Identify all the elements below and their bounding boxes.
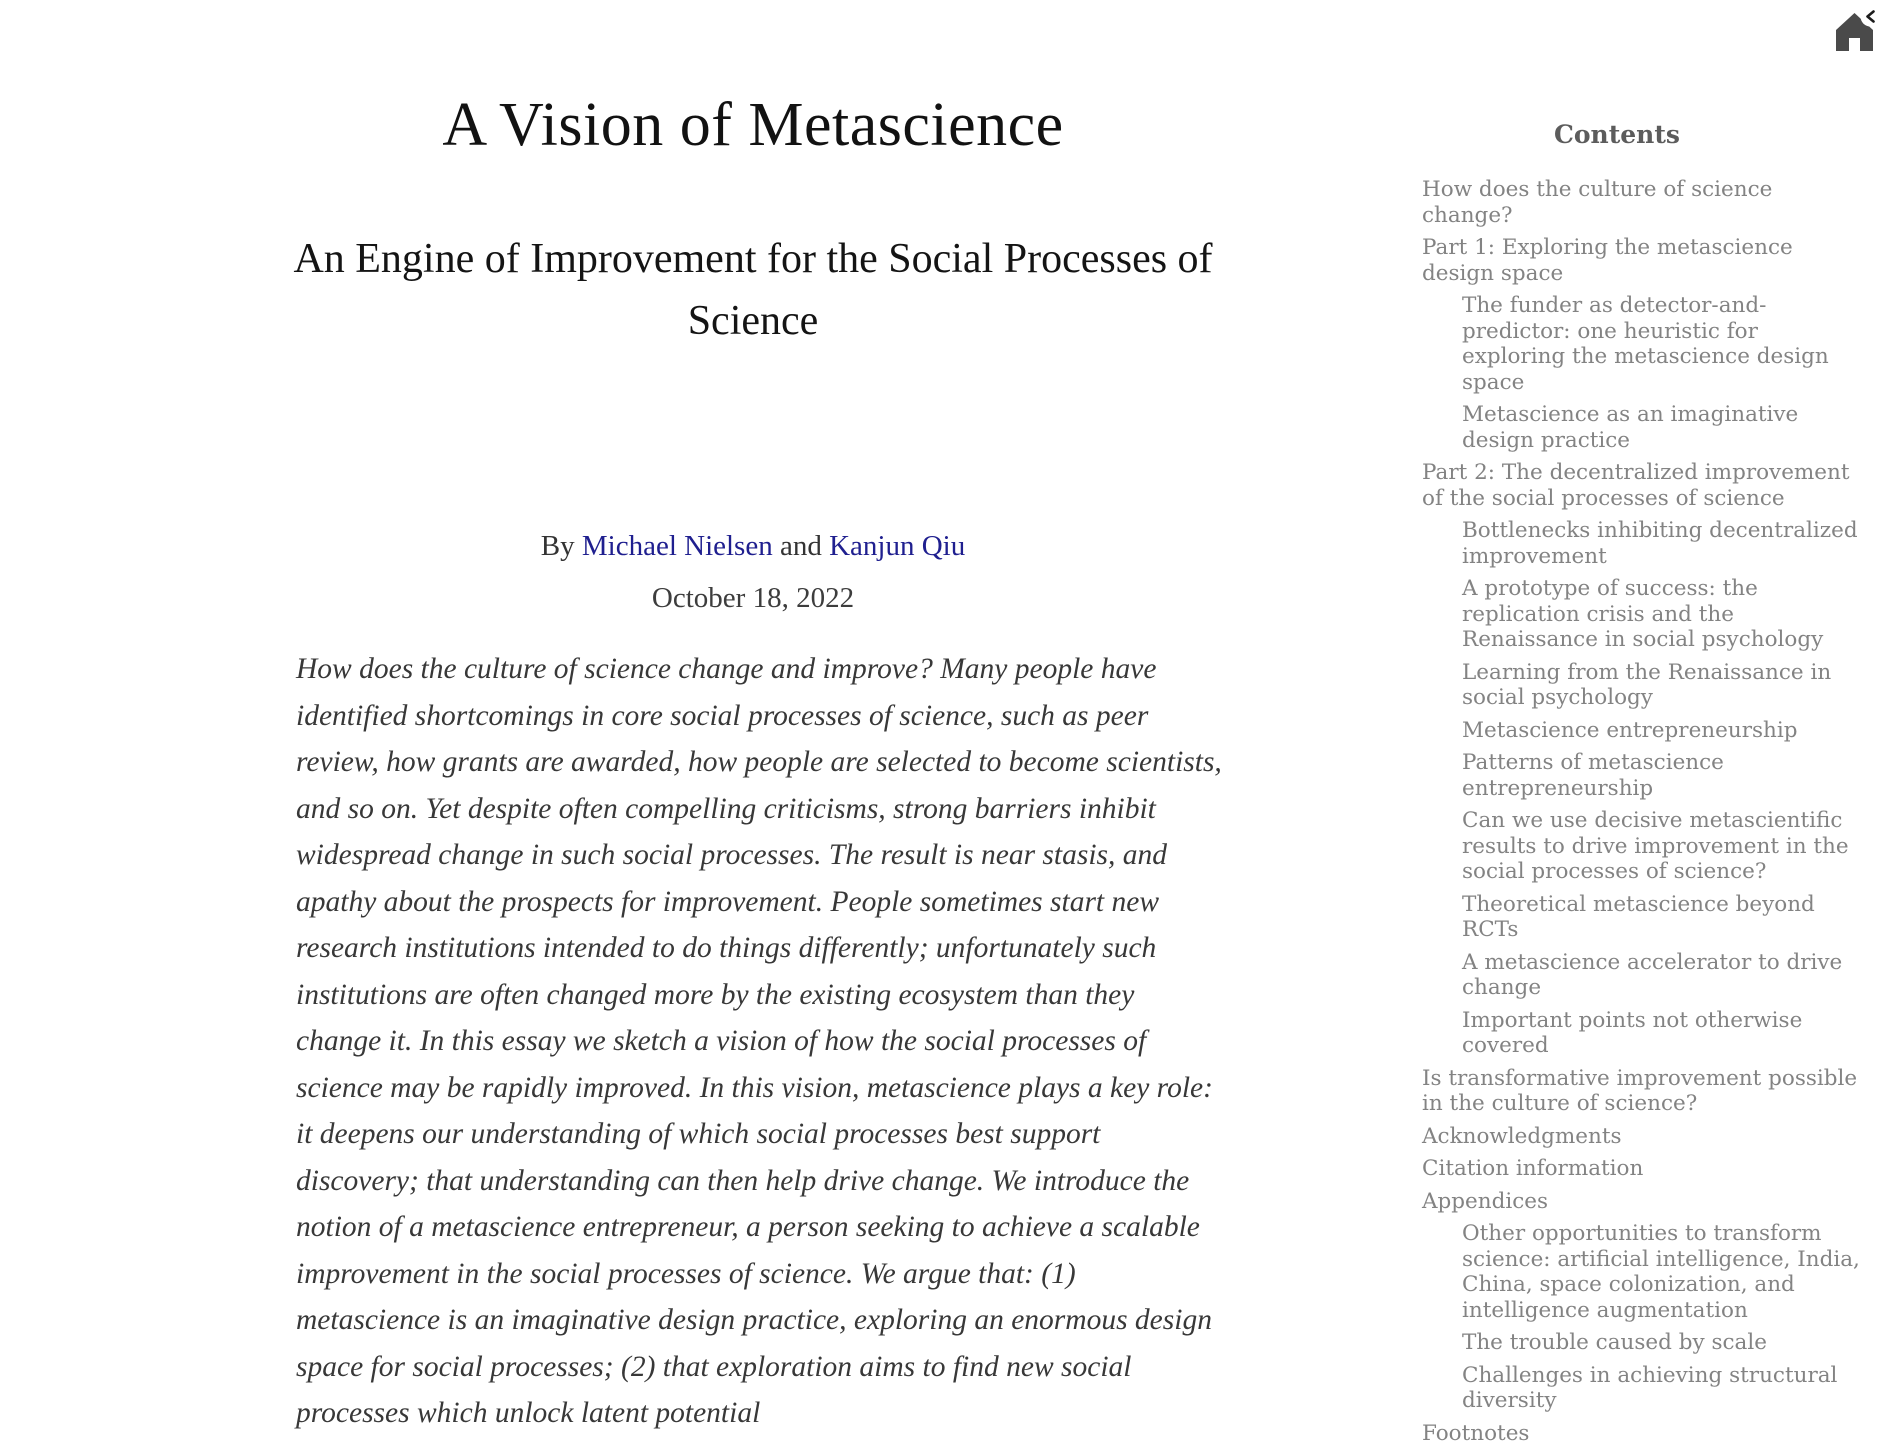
author-link-michael-nielsen[interactable]: Michael Nielsen bbox=[581, 530, 773, 562]
toc-item[interactable]: Part 2: The decentralized improvement of the social processes of science bbox=[1422, 460, 1850, 511]
toc-item[interactable]: Metascience entrepreneurship bbox=[1462, 717, 1798, 743]
toc-item[interactable]: Theoretical metascience beyond RCTs bbox=[1462, 891, 1815, 942]
toc-item[interactable]: Can we use decisive metascientific results to drive improvement in the social processes of science? bbox=[1462, 808, 1849, 884]
byline-conjunction: and bbox=[772, 530, 830, 562]
toc-item[interactable]: Acknowledgments bbox=[1422, 1123, 1622, 1149]
page-title: A Vision of Metascience bbox=[442, 91, 1064, 159]
author-link-kanjun-qiu[interactable]: Kanjun Qiu bbox=[829, 530, 966, 562]
toc-item[interactable]: Footnotes bbox=[1422, 1420, 1530, 1446]
page-subtitle: An Engine of Improvement for the Social Processes of Science bbox=[293, 236, 1213, 344]
toc-item[interactable]: How does the culture of science change? bbox=[1422, 177, 1773, 228]
toc-item[interactable]: Is transformative improvement possible in the culture of science? bbox=[1422, 1065, 1858, 1116]
toc-item[interactable]: Appendices bbox=[1422, 1188, 1549, 1214]
toc-item[interactable]: A metascience accelerator to drive change bbox=[1462, 949, 1843, 1000]
toc-list bbox=[1422, 177, 1864, 1446]
toc-item[interactable]: Patterns of metascience entrepreneurship bbox=[1462, 750, 1724, 801]
abstract-paragraph: How does the culture of science change and improve? Many people have identified shortcomings in core social processes of science, such as peer review, how grants are awarded, how people are selected to become scientists, and so on. Yet despite often compelling criticisms, strong barriers inhibit widespread change in such social processes. The result is near stasis, and apathy about the prospects for improvement. People sometimes start new research institutions intended to do things differently; unfortunately such institutions are often changed more by the existing ecosystem than they change it. In this essay we sketch a vision of how the social processes of science may be rapidly improved. In this vision, metascience plays a key role: it deepens our understanding of which social processes best support discovery; that understanding can then help drive change. We introduce the notion of a metascience entrepreneur, a person seeking to achieve a scalable improvement in the social processes of science. We argue that: (1) metascience is an imaginative design practice, exploring an enormous design space for social processes; (2) that exploration aims to find new social processes which unlock latent potential bbox=[296, 653, 1222, 1429]
home-button[interactable] bbox=[1831, 5, 1879, 57]
toc-item[interactable]: Important points not otherwise covered bbox=[1462, 1007, 1803, 1058]
toc-item[interactable]: Part 1: Exploring the metascience design space bbox=[1422, 235, 1793, 286]
toc-item[interactable]: The funder as detector-and-predictor: one heuristic for exploring the metascience design space bbox=[1462, 293, 1829, 395]
toc-item[interactable]: Learning from the Renaissance in social psychology bbox=[1462, 659, 1832, 710]
byline-prefix: By bbox=[540, 530, 582, 562]
toc-item[interactable]: Other opportunities to transform science: artificial intelligence, India, China, space colonization, and intelligence augmentation bbox=[1462, 1221, 1860, 1323]
toc-item[interactable]: The trouble caused by scale bbox=[1462, 1330, 1767, 1355]
toc-item[interactable]: Metascience as an imaginative design practice bbox=[1462, 402, 1799, 453]
toc-item[interactable]: A prototype of success: the replication crisis and the Renaissance in social psychology bbox=[1462, 576, 1824, 652]
byline bbox=[290, 530, 1216, 563]
toc-item[interactable]: Challenges in achieving structural diversity bbox=[1462, 1362, 1838, 1413]
contents-sidebar bbox=[1422, 120, 1864, 1453]
toc-item[interactable]: Citation information bbox=[1422, 1156, 1644, 1181]
publication-date: October 18, 2022 bbox=[651, 582, 855, 614]
toc-item[interactable]: Bottlenecks inhibiting decentralized improvement bbox=[1462, 518, 1858, 569]
contents-heading: Contents bbox=[1553, 120, 1680, 149]
home-icon bbox=[1831, 45, 1879, 60]
